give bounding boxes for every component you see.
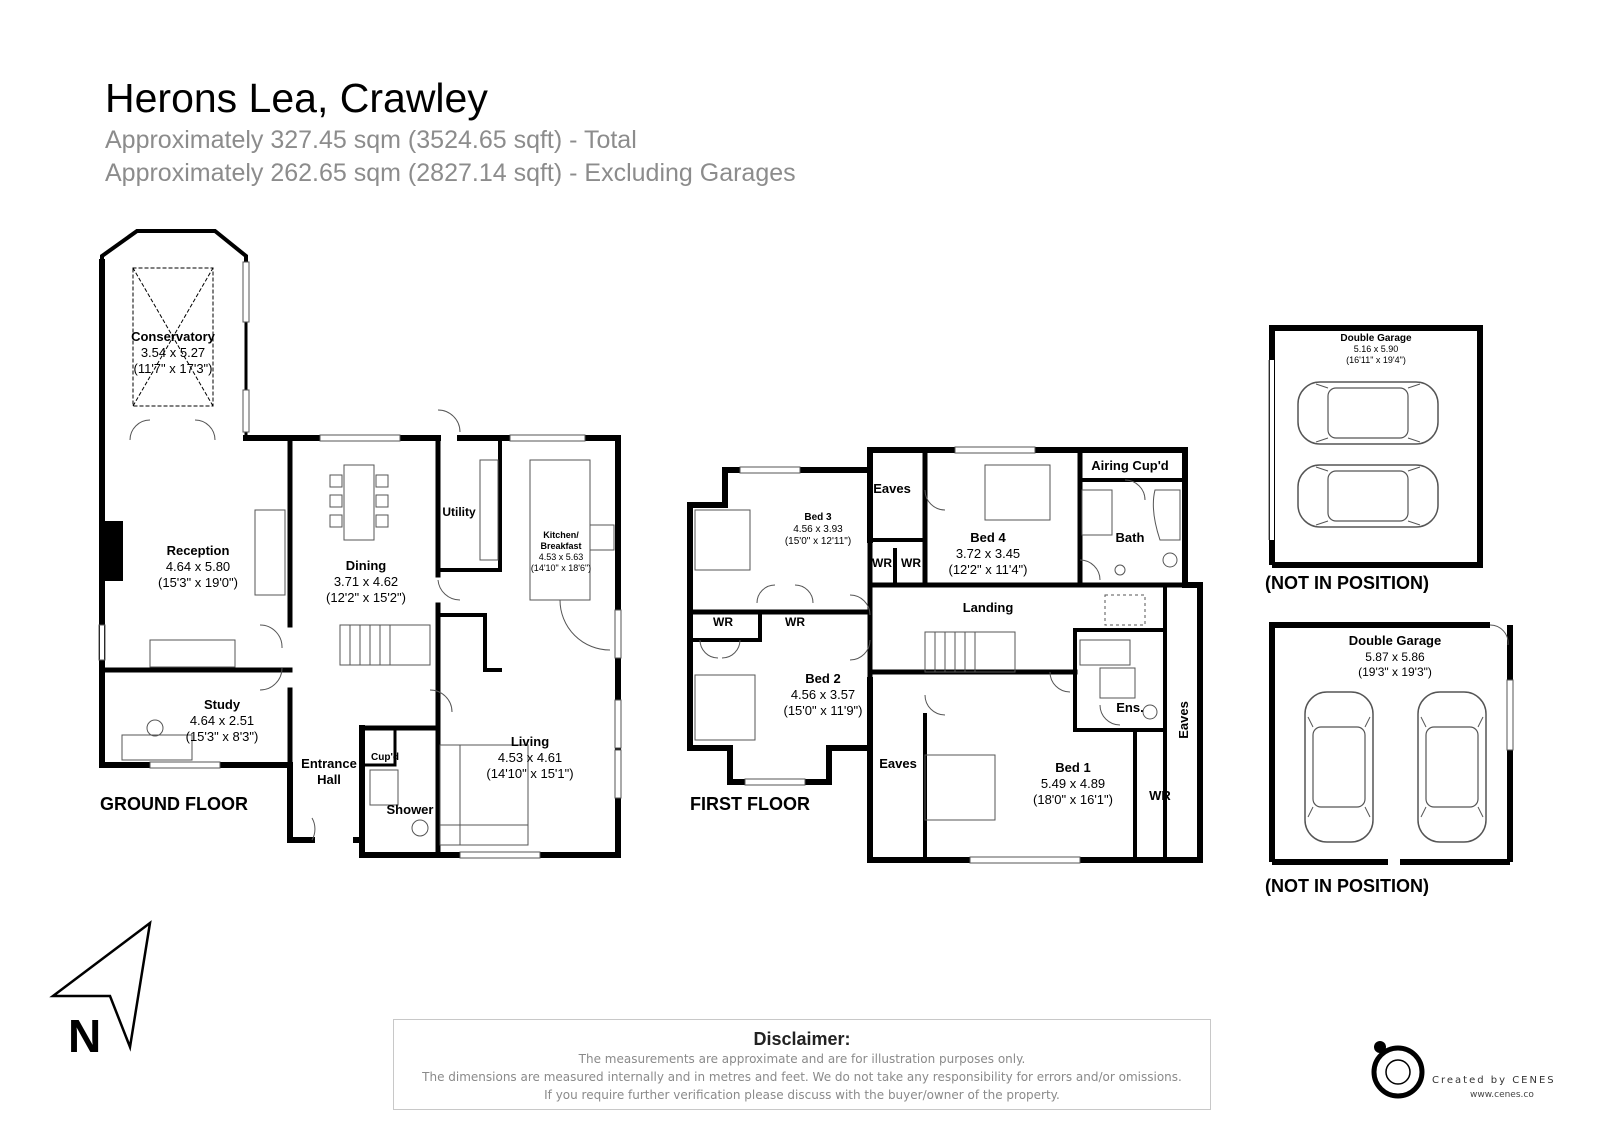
bed1-imperial: (18'0" x 16'1") (1033, 792, 1113, 807)
kitchen-name1: Kitchen/ (543, 530, 579, 540)
living-imperial: (14'10" x 15'1") (486, 766, 574, 781)
ground-floor-labels (100, 329, 591, 817)
landing-label: Landing (962, 600, 1014, 615)
eaves-top: Eaves (873, 481, 911, 496)
conservatory-name: Conservatory (131, 329, 215, 344)
excluding-area: Approximately 262.65 sqm (2827.14 sqft) - Excluding Garages (105, 159, 796, 187)
disclaimer-line-1: The measurements are approximate and are for illustration purposes only. (578, 1052, 1026, 1066)
bed4-metric: 3.72 x 3.45 (955, 546, 1021, 561)
cupd-label: Cup'd (371, 752, 399, 763)
garage-labels (1265, 333, 1441, 896)
bed3-metric: 4.56 x 3.93 (793, 524, 843, 535)
compass-icon (53, 923, 150, 1062)
utility-name: Utility (442, 505, 476, 519)
shower-label: Shower (386, 802, 434, 817)
garage2-note: (NOT IN POSITION) (1265, 876, 1429, 896)
garage2-imperial: (19'3" x 19'3") (1358, 665, 1432, 679)
garage2-metric: 5.87 x 5.86 (1365, 650, 1425, 664)
bath-label: Bath (1115, 530, 1145, 545)
reception-metric: 4.64 x 5.80 (165, 559, 231, 574)
bed4-name: Bed 4 (970, 530, 1006, 545)
bed2-name: Bed 2 (805, 671, 841, 686)
total-area: Approximately 327.45 sqm (3524.65 sqft) - Total (105, 126, 637, 154)
living-name: Living (510, 734, 550, 749)
ens-label: Ens. (1116, 700, 1144, 715)
wr-center: WR (785, 615, 805, 629)
entrance-name2: Hall (317, 772, 341, 787)
garage1-imperial: (16'11" x 19'4") (1346, 355, 1406, 365)
wr-left: WR (713, 615, 733, 629)
conservatory-metric: 3.54 x 5.27 (140, 345, 206, 360)
living-metric: 4.53 x 4.61 (497, 750, 563, 765)
garage1-metric: 5.16 x 5.90 (1353, 344, 1399, 354)
kitchen-imperial: (14'10" x 18'6") (530, 563, 592, 573)
bed1-metric: 5.49 x 4.89 (1040, 776, 1106, 791)
first-floor-label: FIRST FLOOR (690, 794, 810, 814)
kitchen-name2: Breakfast (540, 541, 582, 551)
eaves-right: Eaves (1176, 701, 1191, 739)
disclaimer-title: Disclaimer: (753, 1029, 851, 1049)
entrance-name1: Entrance (301, 756, 357, 771)
kitchen-metric: 4.53 x 5.63 (538, 552, 584, 562)
disclaimer-box (393, 1019, 1211, 1110)
study-metric: 4.64 x 2.51 (189, 713, 255, 728)
cenes-logo-icon (1374, 1041, 1422, 1096)
dining-imperial: (12'2" x 15'2") (326, 590, 406, 605)
garage1-name: Double Garage (1340, 333, 1412, 344)
garage1-note: (NOT IN POSITION) (1265, 573, 1429, 593)
compass-letter: N (68, 1010, 102, 1062)
study-imperial: (15'3" x 8'3") (185, 729, 259, 744)
airing-label: Airing Cup'd (1091, 458, 1169, 473)
reception-imperial: (15'3" x 19'0") (158, 575, 238, 590)
wr-bed1: WR (1149, 788, 1171, 803)
bed2-imperial: (15'0" x 11'9") (783, 703, 863, 718)
first-floor-labels (690, 458, 1191, 814)
logo-url: www.cenes.co (1470, 1090, 1534, 1100)
garage2-name: Double Garage (1348, 633, 1442, 648)
disclaimer-line-2: The dimensions are measured internally and in metres and feet. We do not take any responsibility for errors and/or omissions. (422, 1070, 1182, 1084)
conservatory-imperial: (11'7" x 17'3") (133, 361, 213, 376)
page-title: Herons Lea, Crawley (105, 75, 488, 121)
bed1-name: Bed 1 (1055, 760, 1091, 775)
bed4-imperial: (12'2" x 11'4") (948, 562, 1028, 577)
bed3-name: Bed 3 (804, 512, 832, 523)
wr-bed3: WR (872, 556, 892, 570)
bed3-imperial: (15'0" x 12'11") (784, 536, 852, 547)
logo-text: Created by CENES (1432, 1075, 1556, 1086)
bed2-metric: 4.56 x 3.57 (790, 687, 856, 702)
disclaimer-line-3: If you require further verification please discuss with the buyer/owner of the property. (544, 1088, 1060, 1102)
study-name: Study (203, 697, 241, 712)
dining-metric: 3.71 x 4.62 (333, 574, 399, 589)
wr-bed4: WR (901, 556, 921, 570)
dining-name: Dining (345, 558, 387, 573)
reception-name: Reception (166, 543, 230, 558)
ground-floor-label: GROUND FLOOR (100, 794, 248, 814)
eaves-bottom: Eaves (879, 756, 917, 771)
